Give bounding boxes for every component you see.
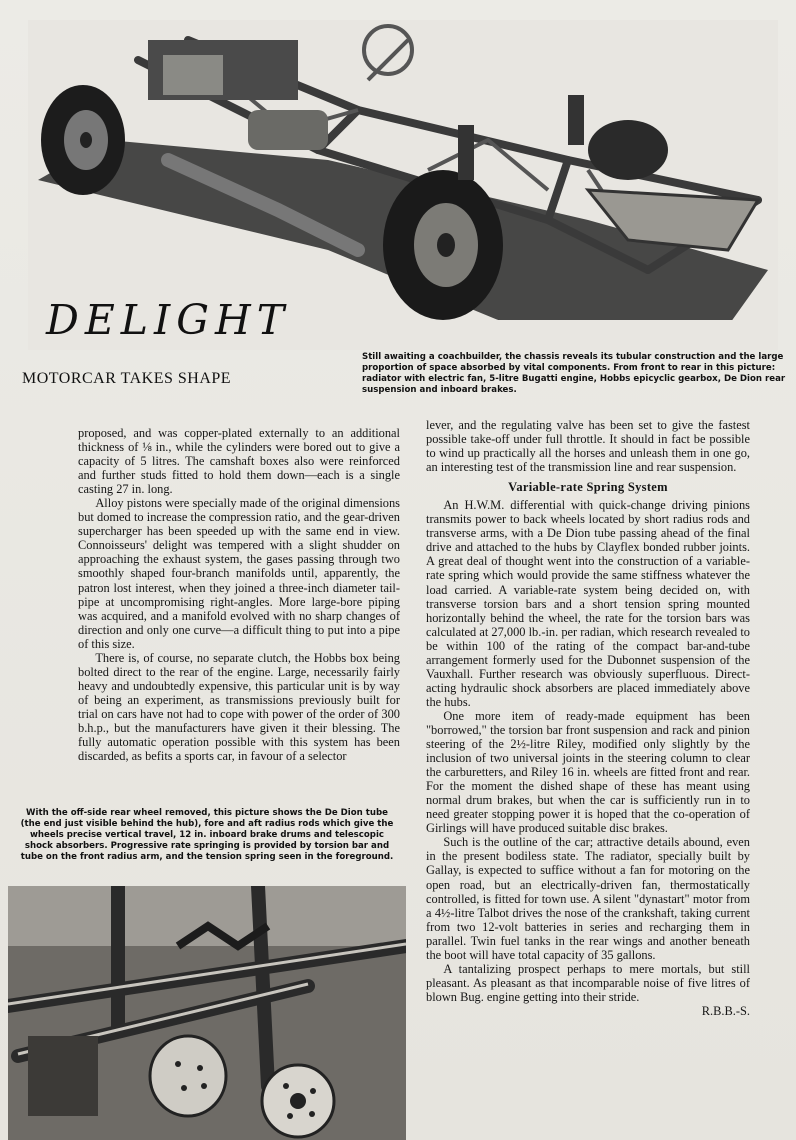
headline-subtitle: MOTORCAR TAKES SHAPE [22, 370, 232, 387]
paragraph: There is, of course, no separate clutch, the Hobbs box being bolted direct to the rear of the engine. Large, necessarily fairly heavy and undoubtedly expensive, this particular unit is by way of being an experiment, as transmissions previously built for trial on cars have not had to cope with power of the order of 300 b.h.p., but the manufacturers have given it their blessing. The fully automatic operation possible with this system has been discarded, as befits a sports car, in favour of a selector [78, 650, 400, 764]
paragraph: One more item of ready-made equipment has been "borrowed," the torsion bar front suspension and rack and pinion steering of the 2½-litre Riley, modified only slightly by the inclusion of two universal joints in the steering column to clear the carburetters, and Riley 16 in. wheels are fitted front and rear. For the moment the dished shape of these has meant using normal drum brakes, but when the car is sufficiently run in to need greater stopping power it is hoped that the co-operation of Girlings will have produced suitable disc brakes. [426, 708, 750, 836]
bottom-photo-caption: With the off-side rear wheel removed, this picture shows the De Dion tube (the end just visible behind the hub), fore and aft radius rods which give the wheels precise vertical travel, 12 in. inboard brake drums and telescopic shock absorbers. Progressive rate springing is provided by torsion bar and tube on the front radius arm, and the tension spring seen in the foreground. [20, 808, 394, 862]
front-wheel [41, 85, 125, 195]
suspension-illustration [8, 886, 406, 1140]
paragraph: Alloy pistons were specially made of the original dimensions but domed to increase the compression ratio, and the gear-driven supercharger has been speeded up with the same end in view. Connoisseurs' delight was tempered with a slight shudder on approaching the exhaust system, the gases passing through two smoothly shaped four-branch manifolds until, apparently, the patron lost interest, when they joined a three-inch diameter tail-pipe at uncompromising right-angles. More large-bore piping was acquired, and a manifold evolved with no sharp changes of direction and only one curve—a difficult thing to put into a pipe of this size. [78, 496, 400, 651]
paragraph: proposed, and was copper-plated externally to an additional thickness of ⅛ in., while the cylinders were bored out to give a capacity of 5 litres. The camshaft boxes also were reinforced and further studs fitted to hold them down—each is a single casting 27 in. long. [78, 426, 400, 497]
headline-title: DELIGHT [46, 296, 291, 344]
far-rear-wheel [588, 120, 668, 180]
rear-wheel [383, 170, 503, 320]
paragraph: lever, and the regulating valve has been set to give the fastest possible take-off under full throttle. It should in fact be possible to wind up practically all the horses and unleash them in one go, an interesting test of the transmission line and rear suspension. [426, 418, 750, 475]
paragraph: Such is the outline of the car; attractive details abound, even in the present bodiless state. The radiator, specially built by Gallay, is expected to suffice without a fan for motoring on the open road, but an electrically-driven fan, thermostatically controlled, is fitted for town use. A silent "dynastart" motor from a 4½-litre Talbot drives the nose of the crankshaft, taking current from two 12-volt batteries in series and recharging them in parallel. Twin fuel tanks in the rear wings and another beneath the boot will have total capacity of 35 gallons. [426, 835, 750, 962]
left-column [78, 426, 400, 763]
paragraph: An H.W.M. differential with quick-change driving pinions transmits power to back wheels located by short radius rods and transverse arms, with a De Dion tube passing ahead of the final drive and attached to the hubs by Clayflex bonded rubber joints. A great deal of thought went into the construction of a variable-rate spring which would provide the same stiffness whatever the load carried. A variable-rate system being decided on, with transverse torsion bars and a short tension spring mounted horizontally behind the wheel, the rate for the torsion bars was calculated at 27,000 lb.-in. per radian, which research revealed to be within 100 of the rating of the compact bar-and-tube arrangement formerly used for the Dubonnet suspension of the Vauxhall. Further research was obviously superfluous. Direct-acting hydraulic shock absorbers are placed immediately above the hubs. [426, 498, 750, 709]
right-column [426, 418, 750, 1018]
top-photo-caption: Still awaiting a coachbuilder, the chassis reveals its tubular construction and the large proportion of space absorbed by vital components. From front to rear in this picture: radiator with electric fan, 5-litre Bugatti engine, Hobbs epicyclic gearbox, De Dion rear suspension and inboard brakes. [362, 352, 786, 395]
section-subheading: Variable-rate Spring System [508, 480, 668, 495]
paragraph: A tantalizing prospect perhaps to mere mortals, but still pleasant. As pleasant as that incomparable noise of five litres of blown Bug. engine getting into their stride. [426, 961, 750, 1004]
author-signature: R.B.B.-S. [701, 1003, 750, 1018]
rear-suspension-photo [8, 886, 406, 1140]
